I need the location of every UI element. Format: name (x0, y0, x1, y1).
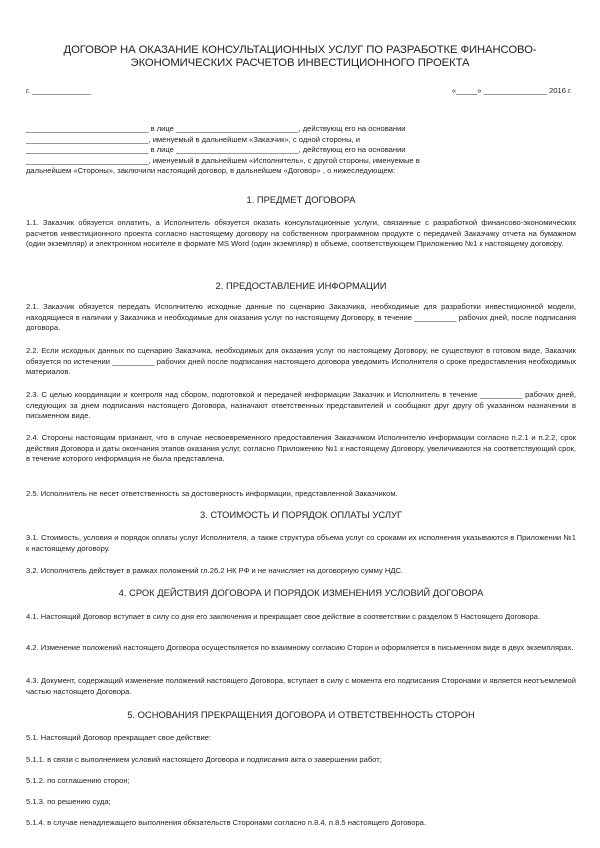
clause-5-1-3: 5.1.3. по решению суда; (26, 797, 111, 806)
section-5-heading: 5. ОСНОВАНИЯ ПРЕКРАЩЕНИЯ ДОГОВОРА И ОТВЕТСТВЕННОСТЬ СТОРОН (127, 709, 475, 720)
section-4-heading: 4. СРОК ДЕЙСТВИЯ ДОГОВОРА И ПОРЯДОК ИЗМЕНЕНИЯ УСЛОВИЙ ДОГОВОРА (118, 587, 484, 598)
clause-2-5: 2.5. Исполнитель не несет ответственность за достоверность информации, представленной Заказчиком. (26, 489, 398, 498)
title-line-1: ДОГОВОР НА ОКАЗАНИЕ КОНСУЛЬТАЦИОННЫХ УСЛУГ ПО РАЗРАБОТКЕ ФИНАНСОВО- (63, 44, 537, 56)
date-field: «_____» _______________ 2016 г. (451, 86, 572, 95)
clause-2-3: 2.3. С целью координации и контроля над сбором, подготовкой и передачей информации Заказчик и Исполнитель в течение __________ рабочих дней, следующих за днем подписания настоящего Договора, назначают ответственных представителей и сообщают друг другу об указанном назначении в письменном виде. (26, 390, 576, 421)
clause-5-1: 5.1. Настоящий Договор прекращает свое действие: (26, 733, 212, 742)
title-line-2: ЭКОНОМИЧЕСКИХ РАСЧЕТОВ ИНВЕСТИЦИОННОГО ПРОЕКТА (130, 57, 470, 69)
parties-line-1: _____________________________ в лице _____________________________, действующ его на основании (26, 124, 406, 133)
parties-line-4: _____________________________, именуемый в дальнейшем «Исполнитель», с другой стороны, именуемые в (26, 155, 420, 165)
document-title (40, 44, 560, 70)
parties-line-2: _____________________________, именуемый в дальнейшем «Заказчик», с одной стороны, и (26, 134, 361, 144)
parties-line-3: _____________________________ в лице _____________________________, действующ его на основании (26, 145, 406, 155)
section-3-heading: 3. СТОИМОСТЬ И ПОРЯДОК ОПЛАТЫ УСЛУГ (199, 509, 403, 520)
clause-2-1: 2.1. Заказчик обязуется передать Исполнителю исходные данные по сценарию Заказчика, необходимые для разработки инвестиционной модели, находящиеся в наличии у Заказчика и необходимые для оказания услуг по настоящему Договору, в течение __________ рабочих дней, после подписания договора. (26, 302, 576, 333)
city-field: г. ______________ (26, 86, 92, 95)
clause-4-3: 4.3. Документ, содержащий изменение положений настоящего Договора, вступает в силу с момента его подписания Сторонами и является неотъемлемой частью настоящего Договора. (26, 676, 576, 696)
clause-5-1-2: 5.1.2. по соглашению сторон; (26, 776, 130, 785)
clause-4-2: 4.2. Изменение положений настоящего Договора осуществляется по взаимному согласию Сторон и оформляется в письменном виде в двух экземплярах. (26, 643, 574, 652)
clause-3-2: 3.2. Исполнитель действует в рамках положений гл.26.2 НК РФ и не начисляет на договорную сумму НДС. (26, 566, 404, 575)
clause-1-1: 1.1. Заказчик обязуется оплатить, а Исполнитель обязуется оказать консультационные услуги, связанные с разработкой финансово-экономических расчетов инвестиционного проекта согласно настоящему договору на собственном программном продукте с передачей Заказчику отчета на бумажном (один экземпляр) и электронном носителе в формате MS Word (один экземпляр) в объеме, соответствующем Приложению №1 к настоящему договору. (26, 218, 576, 249)
clause-2-2: 2.2. Если исходных данных по сценарию Заказчика, необходимых для оказания услуг по настоящему Договору, не существуют в готовом виде, Заказчик обязуется по истечении __________ рабочих дней после подписания настоящего договора уведомить Исполнителя о сроке предоставления необходимых материалов. (26, 346, 576, 377)
clause-3-1: 3.1. Стоимость, условия и порядок оплаты услуг Исполнителя, а также структура объема услуг со сроками их исполнения указываются в Приложении №1 к настоящему договору. (26, 533, 576, 553)
clause-5-1-1: 5.1.1. в связи с выполнением условий настоящего Договора и подписания акта о завершении работ; (26, 755, 382, 764)
section-1-heading: 1. ПРЕДМЕТ ДОГОВОРА (246, 194, 356, 205)
clause-4-1: 4.1. Настоящий Договор вступает в силу со дня его заключения и прекращает свое действие в соответствии с разделом 5 Настоящего Договора. (26, 612, 541, 621)
parties-line-5: дальнейшем «Стороны», заключили настоящий договор, в дальнейшем «Договор» , о нижеследующем: (26, 166, 396, 176)
section-2-heading: 2. ПРЕДОСТАВЛЕНИЕ ИНФОРМАЦИИ (215, 280, 387, 291)
clause-5-1-4: 5.1.4. в случае ненадлежащего выполнения обязательств Сторонами согласно п.8.4, п.8.5 настоящего Договора. (26, 818, 427, 827)
parties-block (26, 124, 574, 177)
clause-2-4: 2.4. Стороны настоящим признают, что в случае несвоевременного предоставления Заказчиком Исполнителю информации согласно п.2.1 и п.2.2, срок действия Договора и даты окончания этапов оказания услуг, согласно Приложению №1 к настоящему Договору, увеличиваются на соответствующий срок, в течение которого информация не была представлена. (26, 433, 576, 464)
